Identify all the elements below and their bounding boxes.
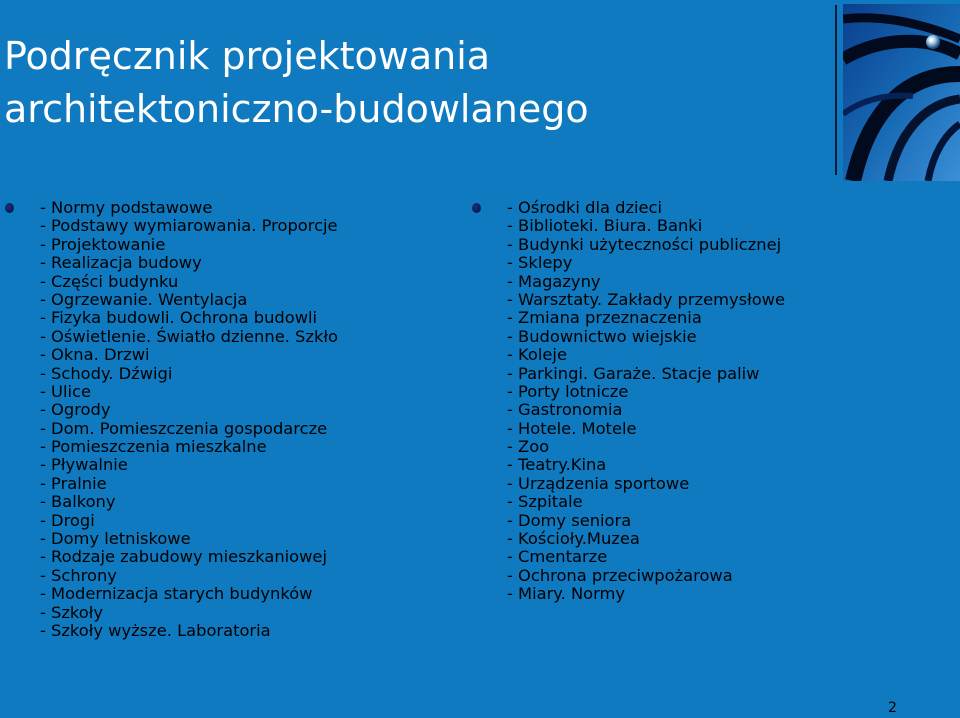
- right-topic-list: [507, 199, 785, 604]
- page-number: 2: [888, 700, 897, 716]
- list-item: - Okna. Drzwi: [40, 345, 150, 365]
- list-item: - Normy podstawowe: [40, 198, 213, 217]
- list-item: - Gastronomia: [507, 400, 623, 420]
- list-item: - Pływalnie: [40, 455, 128, 475]
- list-item: - Budownictwo wiejskie: [507, 326, 697, 346]
- list-item: - Budynki użyteczności publicznej: [507, 234, 782, 254]
- bullet-icon: [472, 203, 481, 213]
- list-item: - Miary. Normy: [507, 584, 625, 604]
- bullet-icon: [5, 203, 14, 213]
- list-item: - Oświetlenie. Światło dzienne. Szkło: [40, 326, 338, 346]
- list-item: - Parkingi. Garaże. Stacje paliw: [507, 363, 760, 383]
- list-item: - Zmiana przeznaczenia: [507, 308, 702, 328]
- list-item: - Domy letniskowe: [40, 529, 191, 549]
- list-item: - Podstawy wymiarowania. Proporcje: [40, 216, 338, 236]
- list-item: - Ogrzewanie. Wentylacja: [40, 289, 248, 309]
- list-item: - Biblioteki. Biura. Banki: [507, 216, 703, 236]
- list-item: - Urządzenia sportowe: [507, 473, 690, 493]
- list-item: - Pralnie: [40, 473, 107, 493]
- list-item: - Projektowanie: [40, 234, 166, 254]
- list-item: - Balkony: [40, 492, 116, 512]
- list-item: - Schody. Dźwigi: [40, 363, 173, 383]
- list-item: - Domy seniora: [507, 510, 632, 530]
- list-item: - Realizacja budowy: [40, 253, 202, 273]
- list-item: - Koleje: [507, 345, 567, 365]
- corner-decorative-image: [843, 4, 960, 181]
- list-item: - Modernizacja starych budynków: [40, 584, 313, 604]
- list-item: - Dom. Pomieszczenia gospodarcze: [40, 418, 328, 438]
- list-item: - Ośrodki dla dzieci: [507, 198, 663, 217]
- list-item: - Sklepy: [507, 253, 573, 273]
- list-item: - Pomieszczenia mieszkalne: [40, 437, 267, 457]
- list-item: - Ochrona przeciwpożarowa: [507, 565, 733, 585]
- list-item: - Drogi: [40, 510, 95, 530]
- slide-title-line-1: Podręcznik projektowania: [4, 34, 491, 78]
- list-item: - Cmentarze: [507, 547, 608, 567]
- slide-title-line-2: architektoniczno-budowlanego: [4, 87, 589, 131]
- list-item: - Szkoły: [40, 602, 104, 622]
- left-topic-list: [40, 199, 338, 640]
- decorative-vertical-line: [835, 5, 837, 175]
- list-item: - Schrony: [40, 565, 117, 585]
- list-item: - Magazyny: [507, 271, 601, 291]
- list-item: - Hotele. Motele: [507, 418, 637, 438]
- list-item: - Ulice: [40, 381, 91, 401]
- list-item: - Szpitale: [507, 492, 583, 512]
- list-item: - Warsztaty. Zakłady przemysłowe: [507, 289, 786, 309]
- list-item: - Teatry.Kina: [507, 455, 607, 475]
- list-item: - Fizyka budowli. Ochrona budowli: [40, 308, 318, 328]
- list-item: - Rodzaje zabudowy mieszkaniowej: [40, 547, 327, 567]
- slide-title: [4, 30, 804, 136]
- list-item: - Ogrody: [40, 400, 111, 420]
- list-item: - Zoo: [507, 437, 550, 457]
- list-item: - Kościoły.Muzea: [507, 529, 640, 549]
- list-item: - Porty lotnicze: [507, 381, 629, 401]
- list-item: - Części budynku: [40, 271, 179, 291]
- list-item: - Szkoły wyższe. Laboratoria: [40, 620, 271, 640]
